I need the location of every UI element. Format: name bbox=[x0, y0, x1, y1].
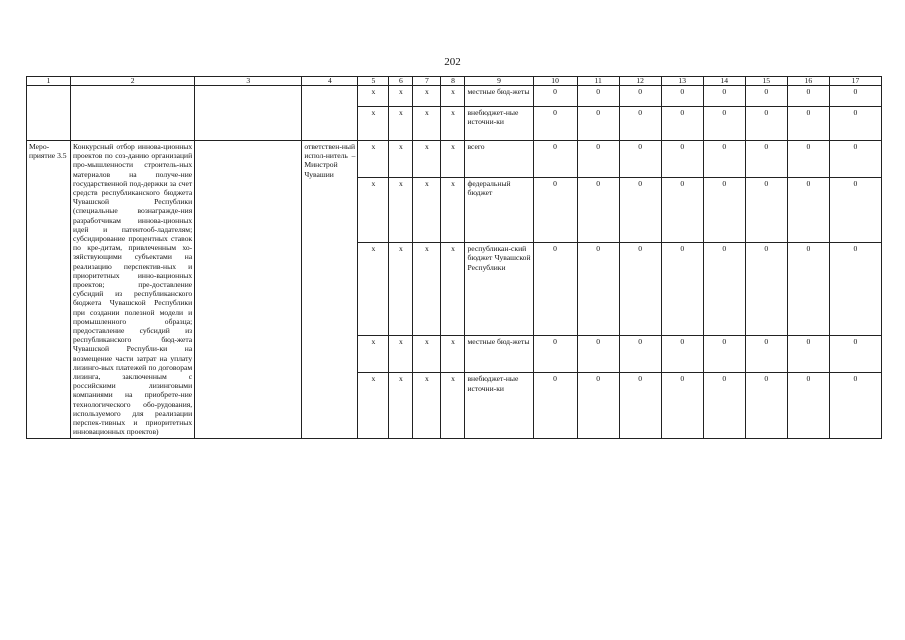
value-cell: 0 bbox=[829, 107, 881, 141]
value-cell: 0 bbox=[577, 141, 619, 178]
value-cell: 0 bbox=[661, 86, 703, 107]
header-cell-7: 7 bbox=[413, 77, 441, 86]
value-cell: 0 bbox=[829, 336, 881, 373]
value-cell: 0 bbox=[745, 373, 787, 438]
cell-c7: х bbox=[413, 141, 441, 178]
header-cell-4: 4 bbox=[302, 77, 358, 86]
budget-table bbox=[26, 76, 882, 439]
header-cell-6: 6 bbox=[389, 77, 413, 86]
value-cell: 0 bbox=[577, 178, 619, 243]
value-cell: 0 bbox=[745, 336, 787, 373]
header-row bbox=[27, 77, 882, 86]
value-cell: 0 bbox=[745, 107, 787, 141]
funding-source: федеральный бюджет bbox=[465, 178, 533, 243]
cell-c5: х bbox=[358, 107, 389, 141]
value-cell: 0 bbox=[829, 373, 881, 438]
value-cell: 0 bbox=[703, 178, 745, 243]
value-cell: 0 bbox=[745, 178, 787, 243]
header-cell-16: 16 bbox=[787, 77, 829, 86]
cell-c5: х bbox=[358, 243, 389, 336]
measure-description: Конкурсный отбор иннова-ционных проектов по соз-данию организаций про-мышленности строитель-ных материалов на получе-ние государственной под-держки за счет средств республиканского бюджета Чувашской Республики (специальные вознагражде-ния разработчикам иннова-ционных идей и патентооб-ладателям; субсидирование процентных ставок по кре-дитам, привлеченным хо-зяйствующими субъектами на реализацию перспектив-ных и приоритетных инно-вационных проектов; пре-доставление субсидий из республиканского бюджета Чувашской Республики при создании полезной модели и промышленного образца; предоставление субсидий из республиканского бюд-жета Чувашской Республи-ки на возмещение части затрат на уплату лизинго-вых платежей по договорам лизинга, заключенным с российскими лизинговыми компаниями на приобрете-ние технологического обо-рудования, используемого для реализации перспек-тивных и приоритетных инновационных проектов) bbox=[71, 141, 195, 439]
value-cell: 0 bbox=[661, 107, 703, 141]
value-cell: 0 bbox=[577, 336, 619, 373]
value-cell: 0 bbox=[703, 141, 745, 178]
value-cell: 0 bbox=[661, 178, 703, 243]
cell-c7: х bbox=[413, 336, 441, 373]
value-cell: 0 bbox=[787, 141, 829, 178]
value-cell: 0 bbox=[619, 86, 661, 107]
value-cell: 0 bbox=[577, 107, 619, 141]
cell-c7: х bbox=[413, 107, 441, 141]
cell-c7: х bbox=[413, 178, 441, 243]
value-cell: 0 bbox=[619, 107, 661, 141]
value-cell: 0 bbox=[787, 107, 829, 141]
cell-c8: х bbox=[441, 243, 465, 336]
value-cell: 0 bbox=[703, 373, 745, 438]
cell-c7: х bbox=[413, 86, 441, 107]
header-cell-12: 12 bbox=[619, 77, 661, 86]
header-cell-8: 8 bbox=[441, 77, 465, 86]
funding-source: республикан-ский бюджет Чувашской Республики bbox=[465, 243, 533, 336]
cell-c8: х bbox=[441, 373, 465, 438]
cell-c5: х bbox=[358, 178, 389, 243]
cell-c5: х bbox=[358, 86, 389, 107]
value-cell: 0 bbox=[787, 86, 829, 107]
value-cell: 0 bbox=[661, 336, 703, 373]
value-cell: 0 bbox=[661, 243, 703, 336]
funding-source: местные бюд-жеты bbox=[465, 86, 533, 107]
header-cell-14: 14 bbox=[703, 77, 745, 86]
table-row bbox=[27, 86, 882, 107]
value-cell: 0 bbox=[619, 336, 661, 373]
value-cell: 0 bbox=[829, 86, 881, 107]
value-cell: 0 bbox=[787, 373, 829, 438]
cell-c6: х bbox=[389, 107, 413, 141]
header-cell-9: 9 bbox=[465, 77, 533, 86]
value-cell: 0 bbox=[787, 336, 829, 373]
measure-executor: ответствен-ный испол-нитель – Минстрой Чувашии bbox=[302, 141, 358, 439]
value-cell: 0 bbox=[533, 243, 577, 336]
funding-source: внебюджет-ные источни-ки bbox=[465, 107, 533, 141]
value-cell: 0 bbox=[703, 243, 745, 336]
value-cell: 0 bbox=[577, 243, 619, 336]
value-cell: 0 bbox=[661, 373, 703, 438]
empty-cell bbox=[27, 86, 71, 141]
value-cell: 0 bbox=[703, 107, 745, 141]
value-cell: 0 bbox=[745, 141, 787, 178]
cell-c8: х bbox=[441, 336, 465, 373]
value-cell: 0 bbox=[577, 86, 619, 107]
cell-c7: х bbox=[413, 243, 441, 336]
header-cell-3: 3 bbox=[195, 77, 302, 86]
value-cell: 0 bbox=[745, 86, 787, 107]
header-cell-10: 10 bbox=[533, 77, 577, 86]
empty-cell bbox=[195, 86, 302, 141]
value-cell: 0 bbox=[787, 178, 829, 243]
value-cell: 0 bbox=[619, 178, 661, 243]
funding-source: всего bbox=[465, 141, 533, 178]
value-cell: 0 bbox=[577, 373, 619, 438]
cell-c8: х bbox=[441, 107, 465, 141]
cell-c5: х bbox=[358, 373, 389, 438]
value-cell: 0 bbox=[533, 178, 577, 243]
cell-c6: х bbox=[389, 141, 413, 178]
value-cell: 0 bbox=[533, 141, 577, 178]
header-cell-13: 13 bbox=[661, 77, 703, 86]
header-cell-15: 15 bbox=[745, 77, 787, 86]
cell-c6: х bbox=[389, 243, 413, 336]
measure-code: Меро-приятие 3.5 bbox=[27, 141, 71, 439]
cell-c8: х bbox=[441, 86, 465, 107]
value-cell: 0 bbox=[829, 141, 881, 178]
value-cell: 0 bbox=[703, 86, 745, 107]
cell-c8: х bbox=[441, 141, 465, 178]
header-cell-17: 17 bbox=[829, 77, 881, 86]
value-cell: 0 bbox=[661, 141, 703, 178]
cell-c5: х bbox=[358, 141, 389, 178]
value-cell: 0 bbox=[619, 243, 661, 336]
table-row bbox=[27, 141, 882, 178]
header-cell-1: 1 bbox=[27, 77, 71, 86]
header-cell-2: 2 bbox=[71, 77, 195, 86]
cell-c7: х bbox=[413, 373, 441, 438]
value-cell: 0 bbox=[787, 243, 829, 336]
cell-c8: х bbox=[441, 178, 465, 243]
value-cell: 0 bbox=[745, 243, 787, 336]
value-cell: 0 bbox=[533, 336, 577, 373]
funding-source: местные бюд-жеты bbox=[465, 336, 533, 373]
value-cell: 0 bbox=[619, 141, 661, 178]
value-cell: 0 bbox=[533, 373, 577, 438]
cell-c5: х bbox=[358, 336, 389, 373]
empty-cell bbox=[302, 86, 358, 141]
header-cell-5: 5 bbox=[358, 77, 389, 86]
value-cell: 0 bbox=[829, 243, 881, 336]
value-cell: 0 bbox=[619, 373, 661, 438]
cell-c6: х bbox=[389, 336, 413, 373]
empty-cell bbox=[195, 141, 302, 439]
funding-source: внебюджет-ные источни-ки bbox=[465, 373, 533, 438]
empty-cell bbox=[71, 86, 195, 141]
value-cell: 0 bbox=[829, 178, 881, 243]
value-cell: 0 bbox=[703, 336, 745, 373]
cell-c6: х bbox=[389, 373, 413, 438]
value-cell: 0 bbox=[533, 107, 577, 141]
cell-c6: х bbox=[389, 178, 413, 243]
cell-c6: х bbox=[389, 86, 413, 107]
header-cell-11: 11 bbox=[577, 77, 619, 86]
table-body bbox=[27, 77, 882, 439]
page-number: 202 bbox=[444, 56, 461, 68]
value-cell: 0 bbox=[533, 86, 577, 107]
